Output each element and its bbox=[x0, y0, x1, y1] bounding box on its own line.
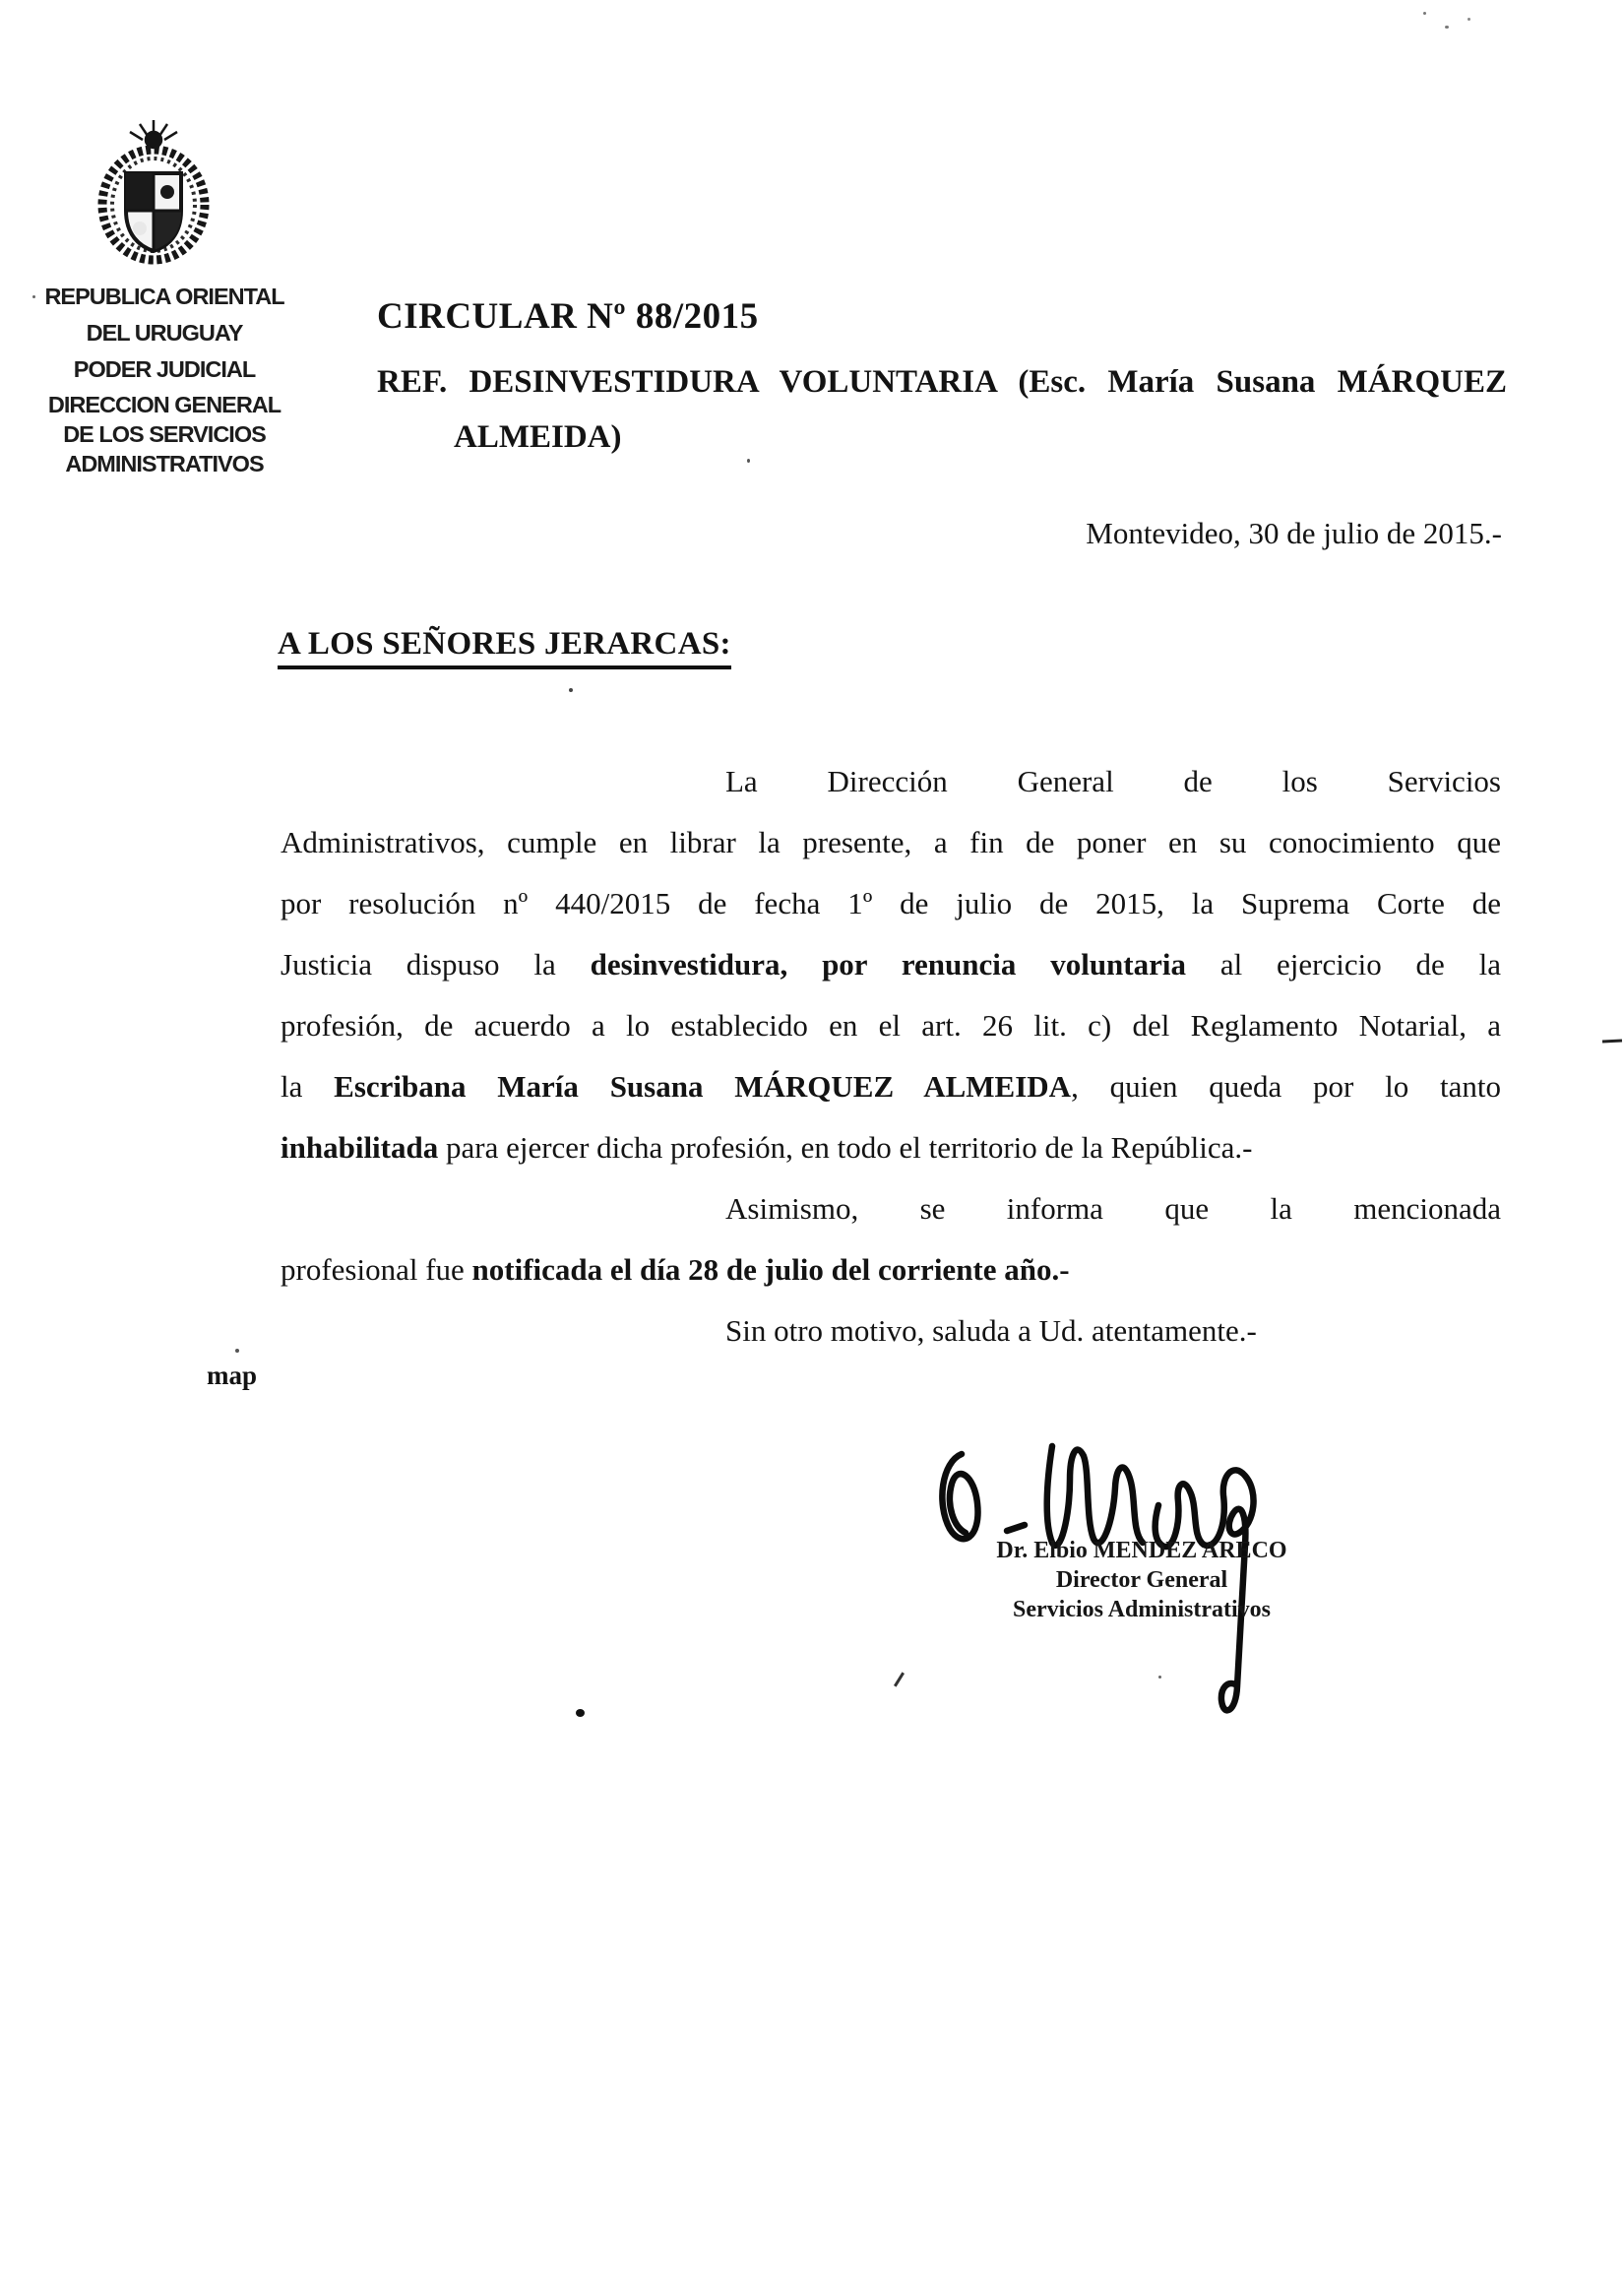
body-line: Justicia dispuso la desinvestidura, por renuncia voluntaria al ejercicio de la bbox=[281, 947, 1501, 982]
scan-mark-dot bbox=[747, 459, 750, 463]
scan-mark-dot bbox=[576, 1709, 585, 1717]
reference-subject-block bbox=[377, 354, 1507, 465]
circular-number-title: CIRCULAR Nº 88/2015 bbox=[377, 296, 759, 337]
org-line: DE LOS SERVICIOS bbox=[63, 421, 266, 447]
typist-initials: map bbox=[207, 1361, 258, 1390]
letterhead-org-block-bottom bbox=[22, 390, 307, 478]
org-line: REPUBLICA ORIENTAL bbox=[44, 284, 284, 309]
scan-mark-dot bbox=[1423, 12, 1426, 15]
letter-body bbox=[281, 751, 1501, 1362]
signer-department: Servicios Administrativos bbox=[1013, 1597, 1271, 1622]
salutation-heading: A LOS SEÑORES JERARCAS: bbox=[278, 626, 731, 669]
letterhead-org-block-top bbox=[22, 279, 307, 388]
org-line: DEL URUGUAY bbox=[86, 320, 243, 346]
body-line: profesión, de acuerdo a lo establecido en el art. 26 lit. c) del Reglamento Notarial, a bbox=[281, 1008, 1501, 1043]
scan-mark-dot bbox=[1468, 18, 1470, 21]
scan-mark-dash bbox=[1602, 1039, 1622, 1043]
body-line: Administrativos, cumple en librar la presente, a fin de poner en su conocimiento que bbox=[281, 825, 1501, 859]
body-line: Asimismo, se informa que la mencionada bbox=[725, 1191, 1501, 1226]
dateline: Montevideo, 30 de julio de 2015.- bbox=[1086, 516, 1502, 550]
body-line: inhabilitada para ejercer dicha profesión, en todo el territorio de la República.- bbox=[281, 1130, 1253, 1165]
body-line: Sin otro motivo, saluda a Ud. atentamente.- bbox=[725, 1313, 1257, 1348]
scan-mark-stroke bbox=[894, 1672, 905, 1686]
org-line: ADMINISTRATIVOS bbox=[65, 451, 264, 476]
scan-mark-dot bbox=[32, 295, 35, 298]
scan-mark-dot bbox=[235, 1349, 239, 1353]
reference-line: ALMEIDA) bbox=[454, 419, 622, 455]
body-line: La Dirección General de los Servicios bbox=[725, 764, 1501, 798]
reference-line: REF. DESINVESTIDURA VOLUNTARIA (Esc. María Susana MÁRQUEZ bbox=[377, 364, 1507, 400]
body-line: la Escribana María Susana MÁRQUEZ ALMEIDA, quien queda por lo tanto bbox=[281, 1069, 1502, 1104]
signature-block bbox=[979, 1536, 1304, 1624]
uruguay-coat-of-arms-icon bbox=[89, 118, 219, 268]
signer-name: Dr. Elbio MENDEZ ARECO bbox=[996, 1538, 1287, 1563]
scan-mark-dot bbox=[1158, 1676, 1161, 1679]
body-line: profesional fue notificada el día 28 de julio del corriente año.- bbox=[281, 1252, 1070, 1287]
org-line: DIRECCION GENERAL bbox=[47, 392, 281, 417]
body-line: por resolución nº 440/2015 de fecha 1º de julio de 2015, la Suprema Corte de bbox=[281, 886, 1501, 920]
org-line: PODER JUDICIAL bbox=[73, 356, 256, 382]
scan-mark-dot bbox=[1445, 26, 1449, 29]
scan-mark-dot bbox=[569, 688, 573, 692]
signer-title: Director General bbox=[1055, 1567, 1228, 1593]
